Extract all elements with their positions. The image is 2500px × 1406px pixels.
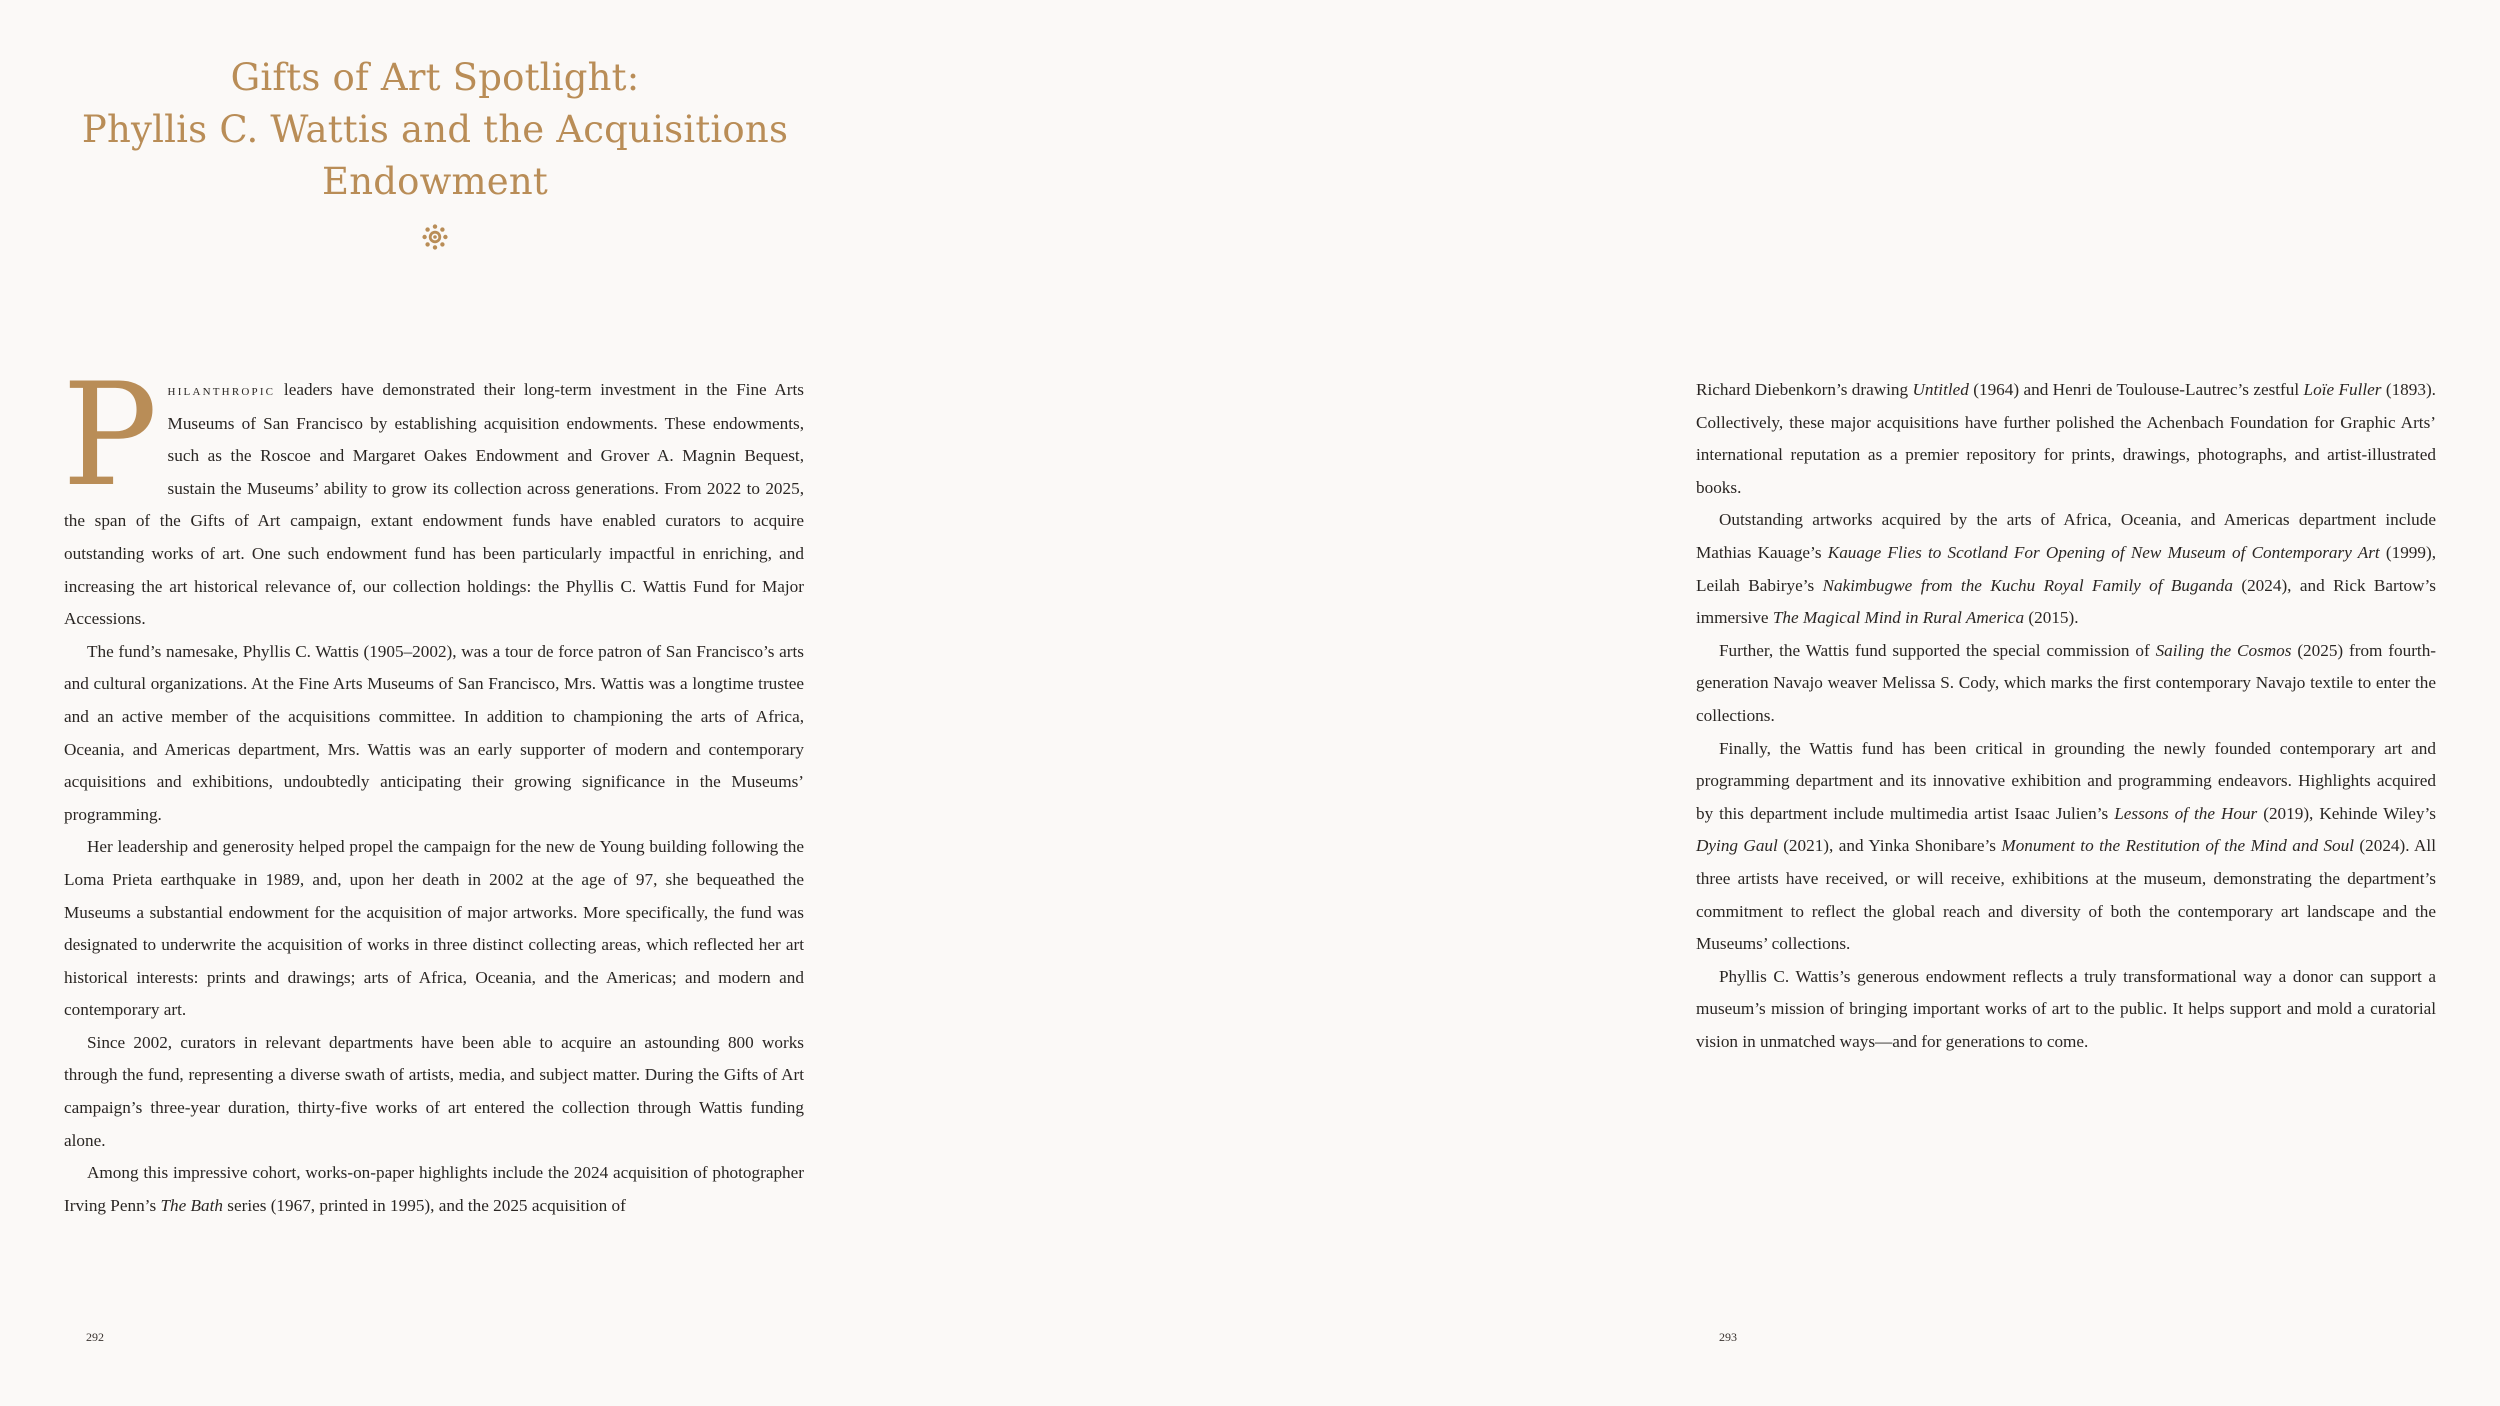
text: (2024), and Rick Bartow’s immersive — [1696, 575, 2436, 628]
artwork-title: Lessons of the Hour — [2114, 803, 2258, 823]
text: (1893). Collectively, these major acquisitions have further polished the Achenbach Foundation for Graphic Arts’ international reputation as a premier repository for prints, drawings, photographs, and artist-illustrated books. — [1696, 380, 2436, 497]
paragraph-2: The fund’s namesake, Phyllis C. Wattis (1905–2002), was a tour de force patron of San Francisco’s arts and cultural organizations. At the Fine Arts Museums of San Francisco, Mrs. Wattis was a longtime trustee and an active member of the acquisitions committee. In addition to championing the arts of Africa, Oceania, and Americas department, Mrs. Wattis was an early supporter of modern and contemporary acquisitions and exhibitions, undoubtedly anticipating their growing significance in the Museums’ programming. — [64, 641, 804, 824]
sun-rosette-icon — [422, 224, 448, 250]
paragraph-1 — [62, 353, 804, 636]
paragraph-1-text: leaders have demonstrated their long-term investment in the Fine Arts Museums of San Francisco by establishing acquisition endowments. These endowments, such as the Roscoe and Margaret Oakes Endowment and Grover A. Magnin Bequest, sustain the Museums’ ability to grow its collection across generations. From 2022 to 2025, the span of the Gifts of Art campaign, extant endowment funds have enabled curators to acquire outstanding works of art. One such endowment fund has been particularly impactful in enriching, and increasing the art historical relevance of, our collection holdings: the Phyllis C. Wattis Fund for Major Accessions. — [64, 380, 804, 629]
artwork-title: Kauage Flies to Scotland For Opening of New Museum of Contemporary Art — [1827, 542, 2380, 562]
artwork-title: Monument to the Restitution of the Mind and Soul — [2001, 836, 2355, 856]
paragraph-4: Since 2002, curators in relevant departments have been able to acquire an astounding 800 works through the fund, representing a diverse swath of artists, media, and subject matter. During the Gifts of Art campaign’s three-year duration, thirty-five works of art entered the collection through Wattis funding alone. — [64, 1032, 804, 1150]
text: Outstanding artworks acquired by the arts of Africa, Oceania, and Americas department include Mathias Kauage’s — [1696, 510, 2436, 562]
paragraph-9: Phyllis C. Wattis’s generous endowment reflects a truly transformational way a donor can support a museum’s mission of bringing important works of art to the public. It helps support and mold a curatorial vision in unmatched ways—and for generations to come. — [1696, 966, 2436, 1051]
artwork-title: Dying Gaul — [1696, 836, 1778, 856]
text: Richard Diebenkorn’s drawing — [1696, 380, 1913, 399]
lead-smallcaps: hilanthropic — [167, 383, 276, 399]
text: (1964) and Henri de Toulouse-Lautrec’s zestful — [1968, 380, 2304, 399]
text: (2021), and Yinka Shonibare’s — [1777, 836, 2002, 856]
artwork-title: Nakimbugwe from the Kuchu Royal Family of Buganda — [1822, 575, 2233, 595]
text: (2015). — [2024, 608, 2079, 628]
title-line-3: Endowment — [322, 160, 548, 203]
paragraph-6 — [1696, 504, 2436, 634]
text: (1999), Leilah Babirye’s — [1696, 542, 2437, 595]
text: Further, the Wattis fund supported the special commission of — [1719, 640, 2156, 660]
paragraph-7 — [1696, 635, 2436, 733]
artwork-title: Sailing the Cosmos — [2155, 640, 2292, 660]
title-block — [60, 52, 810, 250]
text: Finally, the Wattis fund has been critical in grounding the newly founded contemporary art and programming department and its innovative exhibition and programming endeavors. Highlights acquired by this department include multimedia artist Isaac Julien’s — [1696, 738, 2436, 823]
left-text-column — [62, 353, 804, 1222]
right-text-column — [1696, 374, 2436, 1058]
text: (2024). All three artists have received, or will receive, exhibitions at the museum, demonstrating the department’s commitment to reflect the global reach and diversity of both the contemporary art landscape and the Museums’ collections. — [1696, 836, 2436, 954]
title-line-1: Gifts of Art Spotlight: — [230, 56, 640, 99]
artwork-title: Loïe Fuller — [2303, 380, 2382, 399]
right-page — [1250, 0, 2500, 1406]
page-title — [60, 52, 810, 208]
text: (2025) from fourth-generation Navajo weaver Melissa S. Cody, which marks the first contemporary Navajo textile to enter the collections. — [1696, 640, 2437, 725]
paragraph-5-text-b: series (1967, printed in 1995), and the 2025 acquisition of — [222, 1195, 626, 1215]
title-line-2: Phyllis C. Wattis and the Acquisitions — [81, 108, 789, 151]
artwork-title: Untitled — [1912, 380, 1969, 399]
paragraph-3: Her leadership and generosity helped propel the campaign for the new de Young building following the Loma Prieta earthquake in 1989, and, upon her death in 2002 at the age of 97, she bequeathed the Museums a substantial endowment for the acquisition of major artworks. More specifically, the fund was designated to underwrite the acquisition of works in three distinct collecting areas, which reflected her art historical interests: prints and drawings; arts of Africa, Oceania, and the Americas; and modern and contemporary art. — [64, 837, 804, 1020]
paragraph-5 — [64, 1157, 804, 1222]
artwork-title: The Magical Mind in Rural America — [1772, 608, 2025, 628]
drop-cap: P — [62, 353, 158, 518]
paragraph-continued — [1696, 374, 2436, 504]
paragraph-5-text-a: Among this impressive cohort, works-on-paper highlights include the 2024 acquisition of photographer Irving Penn’s — [64, 1163, 804, 1215]
page-number-right: 293 — [1719, 1330, 1737, 1344]
paragraph-8 — [1696, 733, 2436, 961]
page-number-left: 292 — [86, 1330, 104, 1344]
text: (2019), Kehinde Wiley’s — [2257, 803, 2436, 823]
artwork-title: The Bath — [160, 1195, 223, 1215]
